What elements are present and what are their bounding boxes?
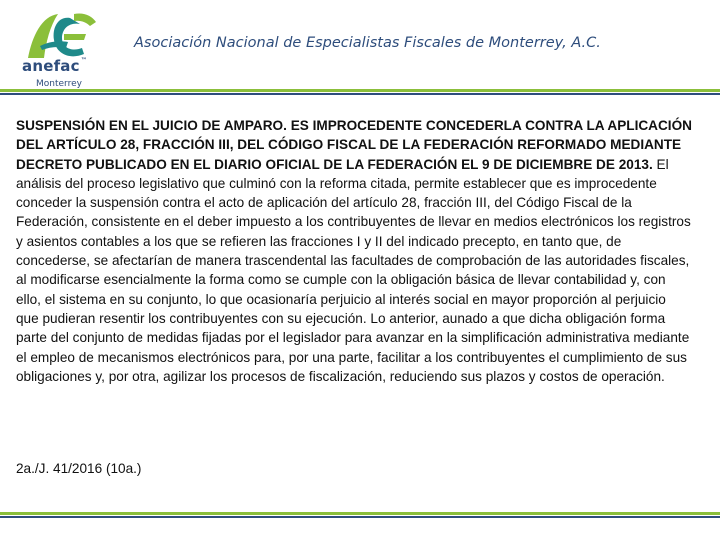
logo-trademark: ™ — [80, 57, 87, 64]
thesis-paragraph — [16, 116, 692, 386]
header-rule-green — [0, 89, 720, 92]
organization-title: Asociación Nacional de Especialistas Fiscales de Monterrey, A.C. — [134, 35, 601, 51]
footer-rule-blue — [0, 516, 720, 518]
logo-wordmark: anefac — [22, 57, 80, 75]
thesis-text: El análisis del proceso legislativo que culminó con la reforma citada, permite establecer que es improcedente conceder la suspensión contra el acto de aplicación del artículo 28, fracción III, del Código Fiscal de la Federación, consistente en el deber impuesto a los contribuyentes de llevar en medios electrónicos los registros y asientos contables a los que se refieren las fracciones I y II del indicado precepto, en tanto que, de concederse, se afectarían de manera trascendental las facultades de comprobación de las autoridades fiscales, al modificarse esencialmente la forma como se cumple con la obligación básica de llevar contabilidad y, con ello, el sistema en su conjunto, lo que ocasionaría perjuicio al interés social en mayor proporción al perjuicio que pudieran resentir los contribuyentes con su ejecución. Lo anterior, aunado a que dicha obligación forma parte del conjunto de medidas fijadas por el legislador para avanzar en la simplificación administrativa mediante el empleo de mecanismos electrónicos para, por una parte, facilitar a los contribuyentes el cumplimiento de sus obligaciones y, por otra, agilizar los procesos de fiscalización, reduciendo sus plazos y costos de operación. — [16, 156, 691, 384]
anefac-logo-icon — [18, 6, 102, 90]
thesis-heading: SUSPENSIÓN EN EL JUICIO DE AMPARO. ES IMPROCEDENTE CONCEDERLA CONTRA LA APLICACIÓN DEL ARTÍCULO 28, FRACCIÓN III, DEL CÓDIGO FISCAL DE LA FEDERACIÓN REFORMADO MEDIANTE DECRETO PUBLICADO EN EL DIARIO OFICIAL DE LA FEDERACIÓN EL 9 DE DICIEMBRE DE 2013. — [16, 118, 692, 172]
header-rule-blue — [0, 93, 720, 95]
logo-subtext: Monterrey — [36, 79, 82, 89]
footer-rule-green — [0, 512, 720, 515]
document-body — [16, 116, 692, 386]
logo-text — [22, 57, 102, 75]
jurisprudence-reference: 2a./J. 41/2016 (10a.) — [16, 461, 142, 476]
